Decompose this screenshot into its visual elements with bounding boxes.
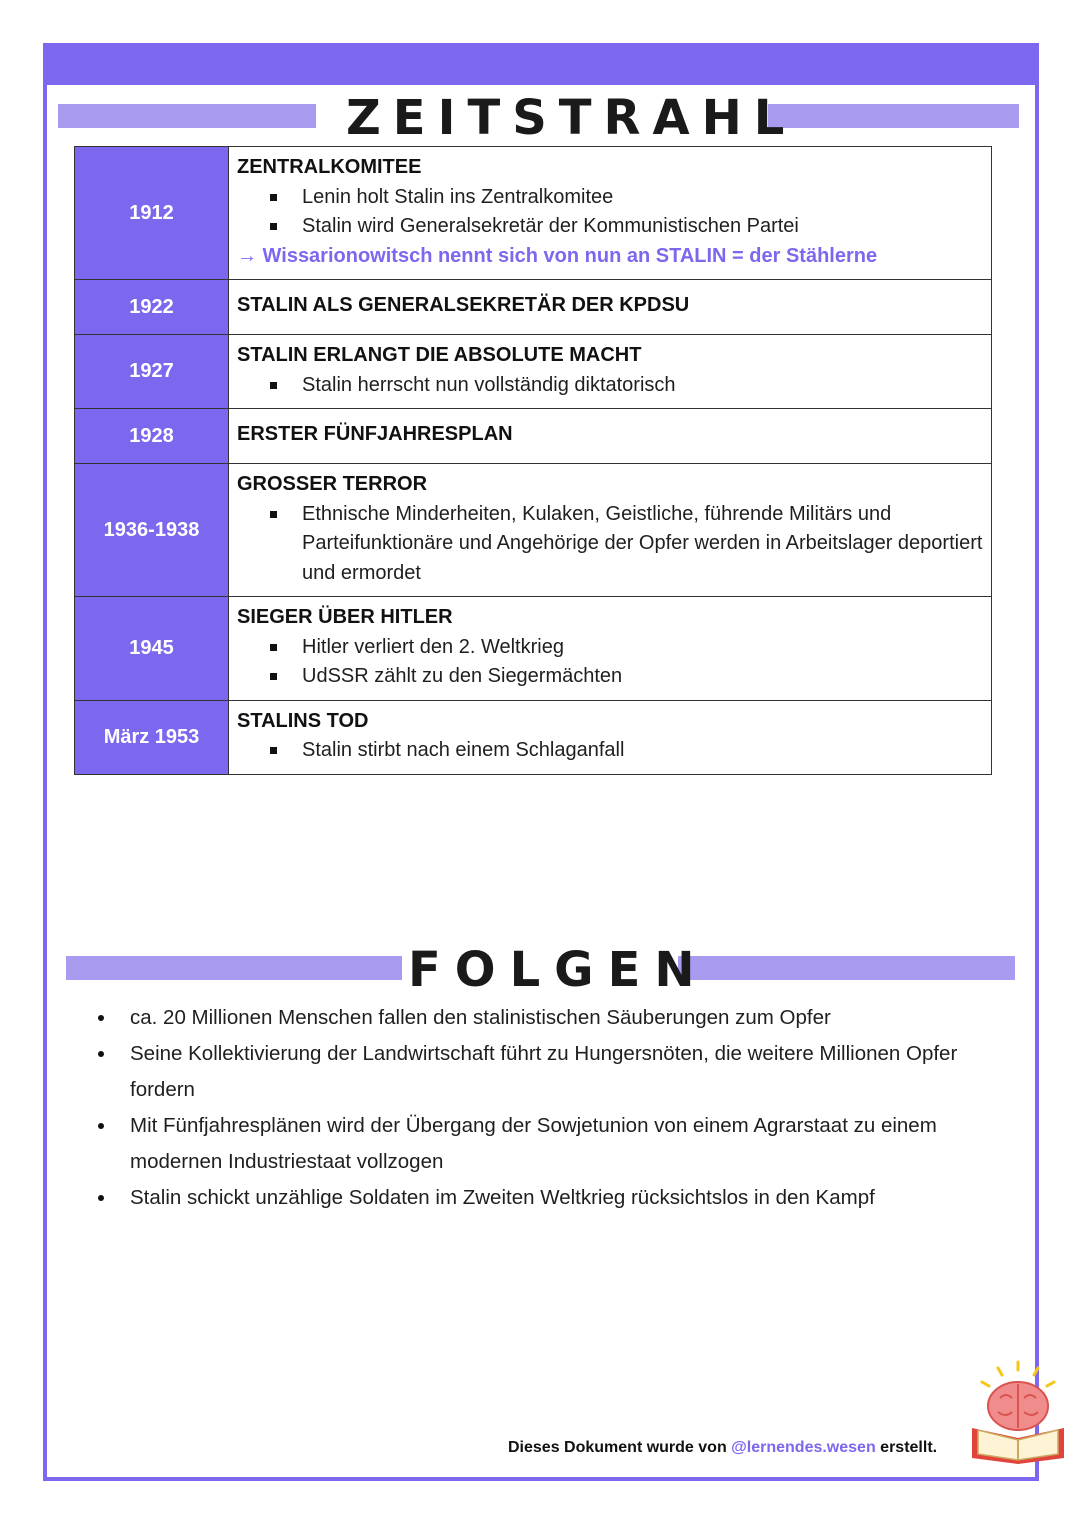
footer-suffix: erstellt.	[880, 1439, 938, 1456]
folgen-title: FOLGEN	[408, 942, 709, 998]
timeline-row	[75, 464, 992, 597]
timeline-row	[75, 280, 992, 335]
timeline-title: ZEITSTRAHL	[346, 90, 797, 146]
timeline-year: 1927	[75, 335, 229, 409]
timeline-row	[75, 335, 992, 409]
folgen-list	[96, 1000, 1016, 1216]
footer-handle[interactable]: @lernendes.wesen	[731, 1439, 876, 1456]
timeline-entry	[229, 409, 992, 464]
timeline-bullet: Lenin holt Stalin ins Zentralkomitee	[237, 183, 983, 213]
timeline-entry	[229, 597, 992, 701]
timeline-row	[75, 147, 992, 280]
folgen-item: Mit Fünfjahresplänen wird der Übergang der Sowjetunion von einem Agrarstaat zu einem modernen Industriestaat vollzogen	[96, 1108, 1016, 1180]
folgen-item: ca. 20 Millionen Menschen fallen den stalinistischen Säuberungen zum Opfer	[96, 1000, 1016, 1036]
timeline-entry	[229, 147, 992, 280]
timeline-row	[75, 597, 992, 701]
timeline-bullet: Hitler verliert den 2. Weltkrieg	[237, 633, 983, 663]
timeline-row	[75, 409, 992, 464]
timeline-bullet: UdSSR zählt zu den Siegermächten	[237, 662, 983, 692]
footer-credit	[508, 1439, 937, 1457]
footer-prefix: Dieses Dokument wurde von	[508, 1439, 727, 1456]
folgen-bar-left	[66, 956, 402, 980]
timeline-heading: SIEGER ÜBER HITLER	[237, 606, 453, 628]
brain-book-icon	[964, 1358, 1072, 1466]
timeline-heading: GROSSER TERROR	[237, 473, 428, 495]
timeline-note: → Wissarionowitsch nennt sich von nun an STALIN = der Stählerne	[237, 244, 878, 267]
timeline-year: 1945	[75, 597, 229, 701]
timeline-heading: ZENTRALKOMITEE	[237, 156, 422, 178]
timeline-bullet: Ethnische Minderheiten, Kulaken, Geistliche, führende Militärs und Parteifunktionäre und Angehörige der Opfer werden in Arbeitslager deportiert und ermordet	[237, 500, 983, 589]
timeline-entry	[229, 335, 992, 409]
timeline-entry	[229, 464, 992, 597]
timeline-bullet: Stalin wird Generalsekretär der Kommunistischen Partei	[237, 212, 983, 242]
timeline-year: 1936-1938	[75, 464, 229, 597]
timeline-row	[75, 700, 992, 774]
timeline-heading: ERSTER FÜNFJAHRESPLAN	[237, 423, 513, 446]
timeline-bullet: Stalin stirbt nach einem Schlaganfall	[237, 736, 983, 766]
timeline-year: 1928	[75, 409, 229, 464]
folgen-item: Seine Kollektivierung der Landwirtschaft führt zu Hungersnöten, die weitere Millionen Opfer fordern	[96, 1036, 1016, 1108]
timeline-heading: STALIN ALS GENERALSEKRETÄR DER KPDSU	[237, 294, 690, 317]
folgen-item: Stalin schickt unzählige Soldaten im Zweiten Weltkrieg rücksichtslos in den Kampf	[96, 1180, 1016, 1216]
timeline-year: 1912	[75, 147, 229, 280]
title-bar-left	[58, 104, 316, 128]
timeline-heading: STALINS TOD	[237, 709, 369, 732]
timeline-heading: STALIN ERLANGT DIE ABSOLUTE MACHT	[237, 344, 642, 366]
timeline-entry	[229, 700, 992, 774]
folgen-bar-right	[678, 956, 1015, 980]
timeline-entry	[229, 280, 992, 335]
timeline-year: März 1953	[75, 700, 229, 774]
timeline-table	[74, 146, 992, 775]
timeline-bullet: Stalin herrscht nun vollständig diktatorisch	[237, 371, 983, 401]
timeline-year: 1922	[75, 280, 229, 335]
title-bar-right	[768, 104, 1019, 128]
